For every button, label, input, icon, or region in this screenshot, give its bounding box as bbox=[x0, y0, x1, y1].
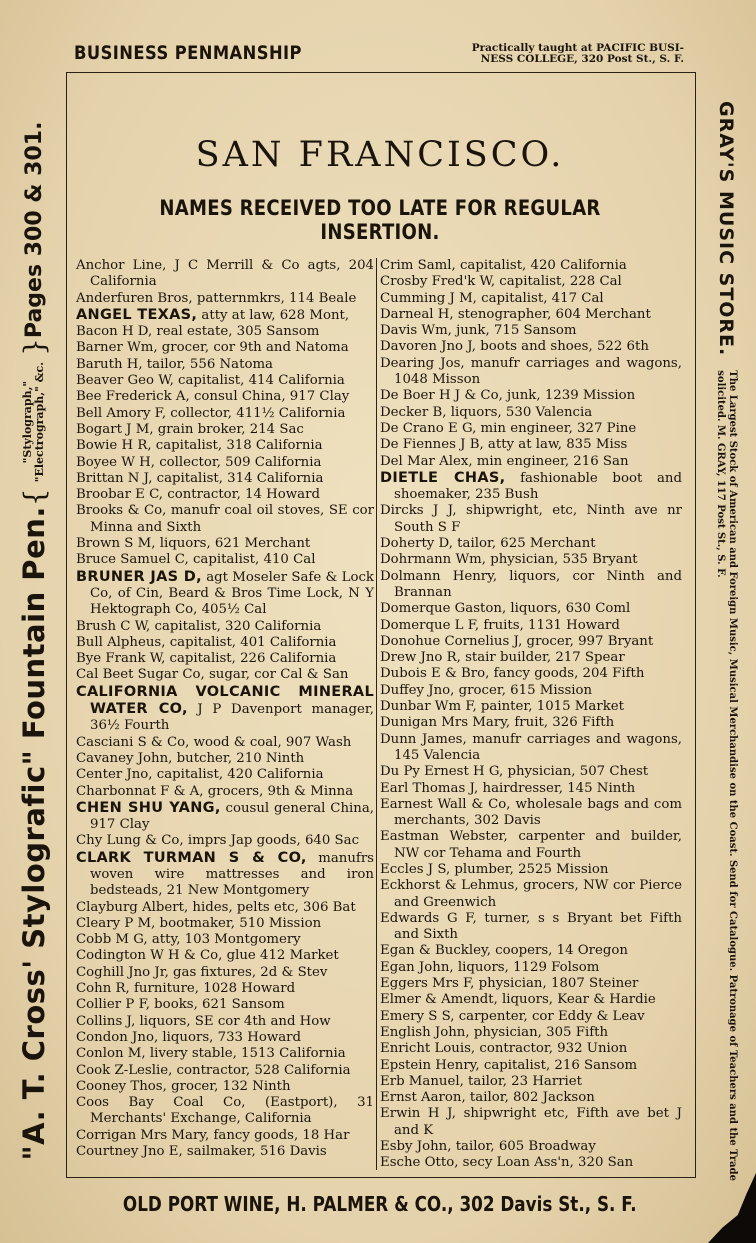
directory-entry bbox=[76, 307, 374, 324]
directory-entry: De Crano E G, min engineer, 327 Pine bbox=[380, 420, 637, 436]
entry-bold-name: CLARK TURMAN S & CO, bbox=[76, 849, 307, 866]
directory-entry: Chy Lung & Co, imprs Jap goods, 640 Sac bbox=[76, 833, 360, 849]
entry-bold-name: CALIFORNIA VOLCANIC MINERAL WATER CO, bbox=[76, 683, 374, 718]
directory-entry: Cooney Thos, grocer, 132 Ninth bbox=[76, 1078, 291, 1094]
directory-entry: Cobb M G, atty, 103 Montgomery bbox=[76, 932, 301, 948]
directory-entry: Enricht Louis, contractor, 932 Union bbox=[380, 1041, 628, 1057]
directory-entry: Egan & Buckley, coopers, 14 Oregon bbox=[380, 943, 628, 959]
directory-entry: Drew Jno R, stair builder, 217 Spear bbox=[380, 650, 625, 666]
directory-entry: Anchor Line, J C Merrill & Co agts, 204 California bbox=[76, 258, 374, 290]
directory-entry: Edwards G F, turner, s s Bryant bet Fifth and Sixth bbox=[380, 910, 682, 943]
directory-entry: Davis Wm, junk, 715 Sansom bbox=[380, 323, 577, 339]
directory-entry: Eggers Mrs F, physician, 1807 Steiner bbox=[380, 976, 639, 992]
directory-entry: Courtney Jno E, sailmaker, 516 Davis bbox=[76, 1144, 327, 1160]
fountain-pen-ad: "A. T. Cross' Stylografic" Fountain Pen. bbox=[17, 506, 51, 1161]
directory-entry: Anderfuren Bros, patternmkrs, 114 Beale bbox=[76, 290, 357, 306]
column-divider bbox=[376, 258, 377, 1170]
directory-entry: Bell Amory F, collector, 411½ California bbox=[76, 405, 346, 421]
directory-entry: Earnest Wall & Co, wholesale bags and com merchants, 302 Davis bbox=[380, 796, 682, 829]
page-subtitle: NAMES RECEIVED TOO LATE FOR REGULAR INSERTION. bbox=[159, 196, 601, 244]
directory-entry: Clayburg Albert, hides, pelts etc, 306 Bat bbox=[76, 899, 356, 915]
directory-entry: Domerque Gaston, liquors, 630 Coml bbox=[380, 601, 631, 617]
directory-entry: Doherty D, tailor, 625 Merchant bbox=[380, 536, 596, 552]
directory-entry: Epstein Henry, capitalist, 216 Sansom bbox=[380, 1057, 638, 1073]
directory-entry: Dunbar Wm F, painter, 1015 Market bbox=[380, 699, 624, 715]
directory-entry: Dolmann Henry, liquors, cor Ninth and Brannan bbox=[380, 568, 682, 600]
directory-entry: Donohue Cornelius J, grocer, 997 Bryant bbox=[380, 633, 654, 649]
directory-entry: Del Mar Alex, min engineer, 216 San bbox=[380, 453, 629, 469]
entry-details: cousul general China, 917 Clay bbox=[90, 800, 374, 833]
directory-entry: Bogart J M, grain broker, 214 Sac bbox=[76, 421, 304, 437]
directory-entry: Brittan N J, capitalist, 314 California bbox=[76, 470, 324, 486]
entry-bold-name: ANGEL TEXAS, bbox=[76, 306, 198, 323]
directory-entry: Davoren Jno J, boots and shoes, 522 6th bbox=[380, 339, 649, 355]
directory-entry: Bye Frank W, capitalist, 226 California bbox=[76, 651, 337, 667]
directory-entry: Casciani S & Co, wood & coal, 907 Wash bbox=[76, 734, 352, 750]
directory-entry: Duffey Jno, grocer, 615 Mission bbox=[380, 682, 593, 698]
left-directory-column bbox=[76, 258, 374, 1160]
entry-bold-name: CHEN SHU YANG, bbox=[76, 799, 221, 816]
directory-entry: Bowie H R, capitalist, 318 California bbox=[76, 438, 323, 454]
directory-entry: Darneal H, stenographer, 604 Merchant bbox=[380, 306, 651, 322]
page-title: SAN FRANCISCO. bbox=[195, 135, 565, 175]
directory-entry: Bacon H D, real estate, 305 Sansom bbox=[76, 324, 320, 340]
entry-bold-name: DIETLE CHAS, bbox=[380, 469, 506, 486]
directory-entry: Condon Jno, liquors, 733 Howard bbox=[76, 1029, 302, 1045]
stylograph-line-2: "Electrograph," &c. bbox=[33, 361, 46, 483]
bottom-advertisement: OLD PORT WINE, H. PALMER & CO., 302 Davis St., S. F. bbox=[123, 1192, 637, 1216]
directory-entry: Cleary P M, bootmaker, 510 Mission bbox=[76, 915, 322, 931]
directory-entry bbox=[76, 800, 374, 834]
directory-entry: Egan John, liquors, 1129 Folsom bbox=[380, 959, 600, 975]
directory-entry: De Fiennes J B, atty at law, 835 Miss bbox=[380, 437, 628, 453]
directory-entry: Dunigan Mrs Mary, fruit, 326 Fifth bbox=[380, 715, 615, 731]
directory-entry: Esby John, tailor, 605 Broadway bbox=[380, 1139, 596, 1155]
directory-entry: Cook Z-Leslie, contractor, 528 California bbox=[76, 1062, 351, 1078]
directory-entry: De Boer H J & Co, junk, 1239 Mission bbox=[380, 388, 636, 404]
directory-entry: Crosby Fred'k W, capitalist, 228 Cal bbox=[380, 274, 622, 290]
directory-entry: Dohrmann Wm, physician, 535 Bryant bbox=[380, 552, 638, 568]
directory-entry: Cal Beet Sugar Co, sugar, cor Cal & San bbox=[76, 667, 349, 683]
brace-glyph: { bbox=[17, 488, 51, 507]
entry-details: atty at law, 628 Mont, bbox=[197, 307, 350, 323]
directory-entry: Baruth H, tailor, 556 Natoma bbox=[76, 356, 273, 372]
directory-entry: Du Py Ernest H G, physician, 507 Chest bbox=[380, 764, 649, 780]
directory-entry: Cumming J M, capitalist, 417 Cal bbox=[380, 290, 604, 306]
directory-entry: Dubois E & Bro, fancy goods, 204 Fifth bbox=[380, 666, 645, 682]
directory-entry bbox=[380, 470, 682, 504]
directory-entry bbox=[76, 850, 374, 900]
directory-entry: Dearing Jos, manufr carriages and wagons, 1048 Misson bbox=[380, 355, 682, 388]
directory-entry: Brooks & Co, manufr coal oil stoves, SE cor Minna and Sixth bbox=[76, 503, 374, 535]
directory-entry: Bull Alpheus, capitalist, 401 California bbox=[76, 634, 337, 650]
directory-entry: Center Jno, capitalist, 420 California bbox=[76, 767, 324, 783]
directory-entry: Ernst Aaron, tailor, 802 Jackson bbox=[380, 1090, 595, 1106]
directory-entry bbox=[76, 569, 374, 619]
entry-details: J P Davenport manager, 36½ Fourth bbox=[90, 702, 374, 734]
directory-entry: Conlon M, livery stable, 1513 California bbox=[76, 1046, 346, 1062]
top-ad-line-2: NESS COLLEGE, 320 Post St., S. F. bbox=[480, 53, 684, 65]
left-margin-advertisement bbox=[8, 96, 60, 1186]
directory-entry: Corrigan Mrs Mary, fancy goods, 18 Har bbox=[76, 1127, 350, 1143]
directory-entry bbox=[76, 684, 374, 735]
directory-entry: Codington W H & Co, glue 412 Market bbox=[76, 948, 339, 964]
directory-entry: Broobar E C, contractor, 14 Howard bbox=[76, 487, 320, 503]
directory-entry: Domerque L F, fruits, 1131 Howard bbox=[380, 617, 620, 633]
directory-entry: Eckhorst & Lehmus, grocers, NW cor Pierce and Greenwich bbox=[380, 878, 682, 910]
directory-entry: Earl Thomas J, hairdresser, 145 Ninth bbox=[380, 780, 636, 796]
directory-entry: Collier P F, books, 621 Sansom bbox=[76, 997, 285, 1013]
top-advertisement bbox=[74, 40, 684, 70]
directory-entry: Emery S S, carpenter, cor Eddy & Leav bbox=[380, 1008, 645, 1024]
directory-entry: Bee Frederick A, consul China, 917 Clay bbox=[76, 389, 350, 405]
top-ad-line-1: Practically taught at PACIFIC BUSI- bbox=[471, 42, 684, 54]
right-margin-advertisement bbox=[700, 96, 752, 1186]
entry-details: agt Moseler Safe & Lock Co, of Cin, Beard & Bros Time Lock, N Y Hektograph Co, 405½ Cal bbox=[90, 569, 374, 618]
directory-entry: Cavaney John, butcher, 210 Ninth bbox=[76, 750, 305, 766]
right-directory-column bbox=[380, 258, 682, 1172]
directory-entry: Charbonnat F & A, grocers, 9th & Minna bbox=[76, 783, 354, 799]
directory-entry: Eccles J S, plumber, 2525 Mission bbox=[380, 861, 609, 877]
pages-reference: Pages 300 & 301. bbox=[21, 121, 47, 339]
directory-entry: Cohn R, furniture, 1028 Howard bbox=[76, 981, 296, 997]
directory-entry: Beaver Geo W, capitalist, 414 California bbox=[76, 373, 345, 389]
directory-entry: Crim Saml, capitalist, 420 California bbox=[380, 258, 627, 273]
directory-entry: Erb Manuel, tailor, 23 Harriet bbox=[380, 1073, 583, 1089]
directory-entry: Brown S M, liquors, 621 Merchant bbox=[76, 536, 311, 552]
directory-entry: Coos Bay Coal Co, (Eastport), 31 Merchants' Exchange, California bbox=[76, 1095, 374, 1127]
directory-entry: Elmer & Amendt, liquors, Kear & Hardie bbox=[380, 992, 656, 1008]
directory-entry: Erwin H J, shipwright etc, Fifth ave bet J and K bbox=[380, 1106, 682, 1138]
directory-entry: Brush C W, capitalist, 320 California bbox=[76, 618, 322, 634]
directory-entry: Eastman Webster, carpenter and builder, NW cor Tehama and Fourth bbox=[380, 829, 682, 861]
directory-entry: Decker B, liquors, 530 Valencia bbox=[380, 404, 593, 420]
music-store-blurb: The Largest Stock of American and Foreign Music, Musical Merchandise on the Coast. Send for Catalogue. Patronage of Teachers and the Trade solicited. M. GRAY, 117 Post St., S. F. bbox=[715, 370, 738, 1181]
directory-entry: Dunn James, manufr carriages and wagons, 145 Valencia bbox=[380, 731, 682, 763]
brace-glyph-close: } bbox=[17, 338, 51, 356]
stylograph-note bbox=[22, 362, 46, 482]
top-ad-text bbox=[344, 43, 684, 65]
directory-entry: Bruce Samuel C, capitalist, 410 Cal bbox=[76, 552, 316, 568]
entry-bold-name: BRUNER JAS D, bbox=[76, 568, 202, 585]
entry-details: fashionable boot and shoemaker, 235 Bush bbox=[394, 470, 682, 503]
directory-entry: Dircks J J, shipwright, etc, Ninth ave nr South S F bbox=[380, 503, 682, 535]
directory-entry: Coghill Jno Jr, gas fixtures, 2d & Stev bbox=[76, 964, 328, 980]
top-ad-headline: BUSINESS PENMANSHIP bbox=[74, 42, 302, 64]
music-store-name: GRAY'S MUSIC STORE. bbox=[715, 101, 737, 357]
directory-entry: English John, physician, 305 Fifth bbox=[380, 1024, 609, 1040]
directory-entry: Collins J, liquors, SE cor 4th and How bbox=[76, 1013, 331, 1029]
directory-entry: Boyee W H, collector, 509 California bbox=[76, 454, 322, 470]
stylograph-line-1: "Stylograph," bbox=[21, 380, 34, 464]
directory-entry: Esche Otto, secy Loan Ass'n, 320 San bbox=[380, 1155, 634, 1171]
directory-entry: Barner Wm, grocer, cor 9th and Natoma bbox=[76, 340, 349, 356]
entry-details: manufrs woven wire mattresses and iron bedsteads, 21 New Montgomery bbox=[90, 850, 374, 899]
